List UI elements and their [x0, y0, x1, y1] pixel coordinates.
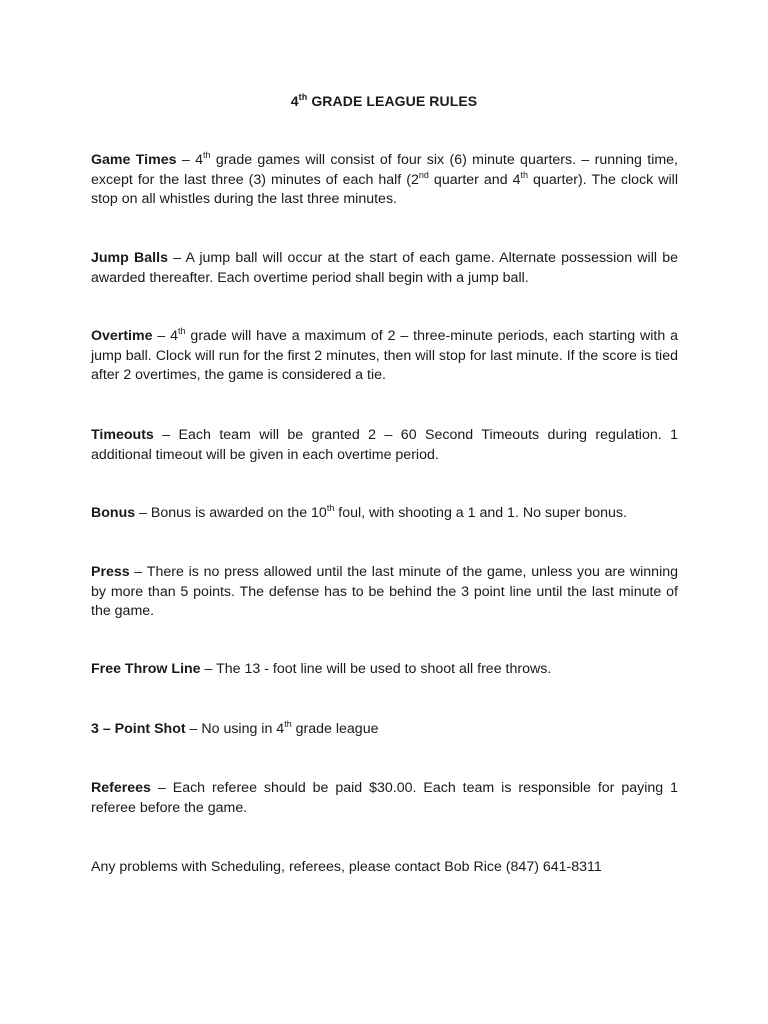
rule-timeouts [91, 426, 678, 465]
rule-text: – No using in 4 [185, 721, 285, 737]
rule-superscript: th [284, 719, 292, 729]
rule-heading: Press [91, 564, 130, 580]
rule-superscript: th [178, 326, 186, 336]
rule-heading: Free Throw Line [91, 661, 201, 677]
rule-text: quarter and 4 [428, 171, 521, 188]
rule-text: – Bonus is awarded on the 10 [135, 505, 327, 521]
rule-heading: Overtime [91, 328, 153, 344]
rule-text: – There is no press allowed until the last minute of the game, unless you are winning by more than 5 points. The defense has to be behind the 3 point line until the last minute of the game. [91, 564, 678, 619]
rule-jump-balls [91, 249, 678, 288]
rule-heading: Timeouts [91, 427, 154, 443]
rule-heading: Referees [91, 780, 151, 796]
rule-overtime [91, 327, 678, 386]
rule-text: foul, with shooting a 1 and 1. No super bonus. [334, 505, 627, 521]
rule-text: – 4 [152, 328, 179, 344]
rule-bonus [91, 504, 678, 524]
rule-heading: Bonus [91, 505, 136, 521]
title-superscript: th [298, 92, 308, 102]
rule-game-times [91, 151, 678, 210]
rule-press [91, 563, 678, 622]
rule-referees [91, 779, 678, 818]
rule-text: grade will have a maximum of 2 – three-minute periods, each starting with a jump ball. Clock will run for the first 2 minutes, then will stop for last minute. If the score is tied after 2 overtimes, the game is considered a tie. [91, 328, 679, 383]
title-text: GRADE LEAGUE RULES [307, 93, 478, 109]
rule-heading: 3 – Point Shot [91, 721, 186, 737]
rule-three-point-shot [91, 720, 678, 740]
rule-heading: Game Times [91, 152, 177, 168]
rule-text: quarter). The clock will stop on all whistles during the last three minutes. [91, 171, 678, 207]
page-title [0, 93, 768, 109]
rule-free-throw-line [91, 660, 678, 680]
rule-superscript: th [520, 169, 529, 180]
rule-text: – 4 [176, 152, 203, 168]
title-number: 4 [290, 93, 299, 109]
rule-text: – Each referee should be paid $30.00. Each team is responsible for paying 1 referee before the game. [91, 780, 678, 816]
rule-superscript: th [326, 503, 335, 513]
rule-text: – Each team will be granted 2 – 60 Second Timeouts during regulation. 1 additional timeout will be given in each overtime period. [91, 427, 678, 463]
rule-text: – The 13 - foot line will be used to shoot all free throws. [200, 661, 552, 677]
contact-line: Any problems with Scheduling, referees, please contact Bob Rice (847) 641-8311 [91, 859, 602, 875]
rule-superscript: nd [418, 169, 429, 180]
rule-superscript: th [202, 150, 211, 160]
rule-heading: Jump Balls [91, 250, 168, 266]
rule-text: grade games will consist of four six (6) minute quarters. – running time, except for the last three (3) minutes of each half (2 [91, 152, 678, 188]
rule-text: grade league [291, 721, 379, 737]
rule-text: – A jump ball will occur at the start of each game. Alternate possession will be awarded thereafter. Each overtime period shall begin with a jump ball. [91, 250, 678, 286]
